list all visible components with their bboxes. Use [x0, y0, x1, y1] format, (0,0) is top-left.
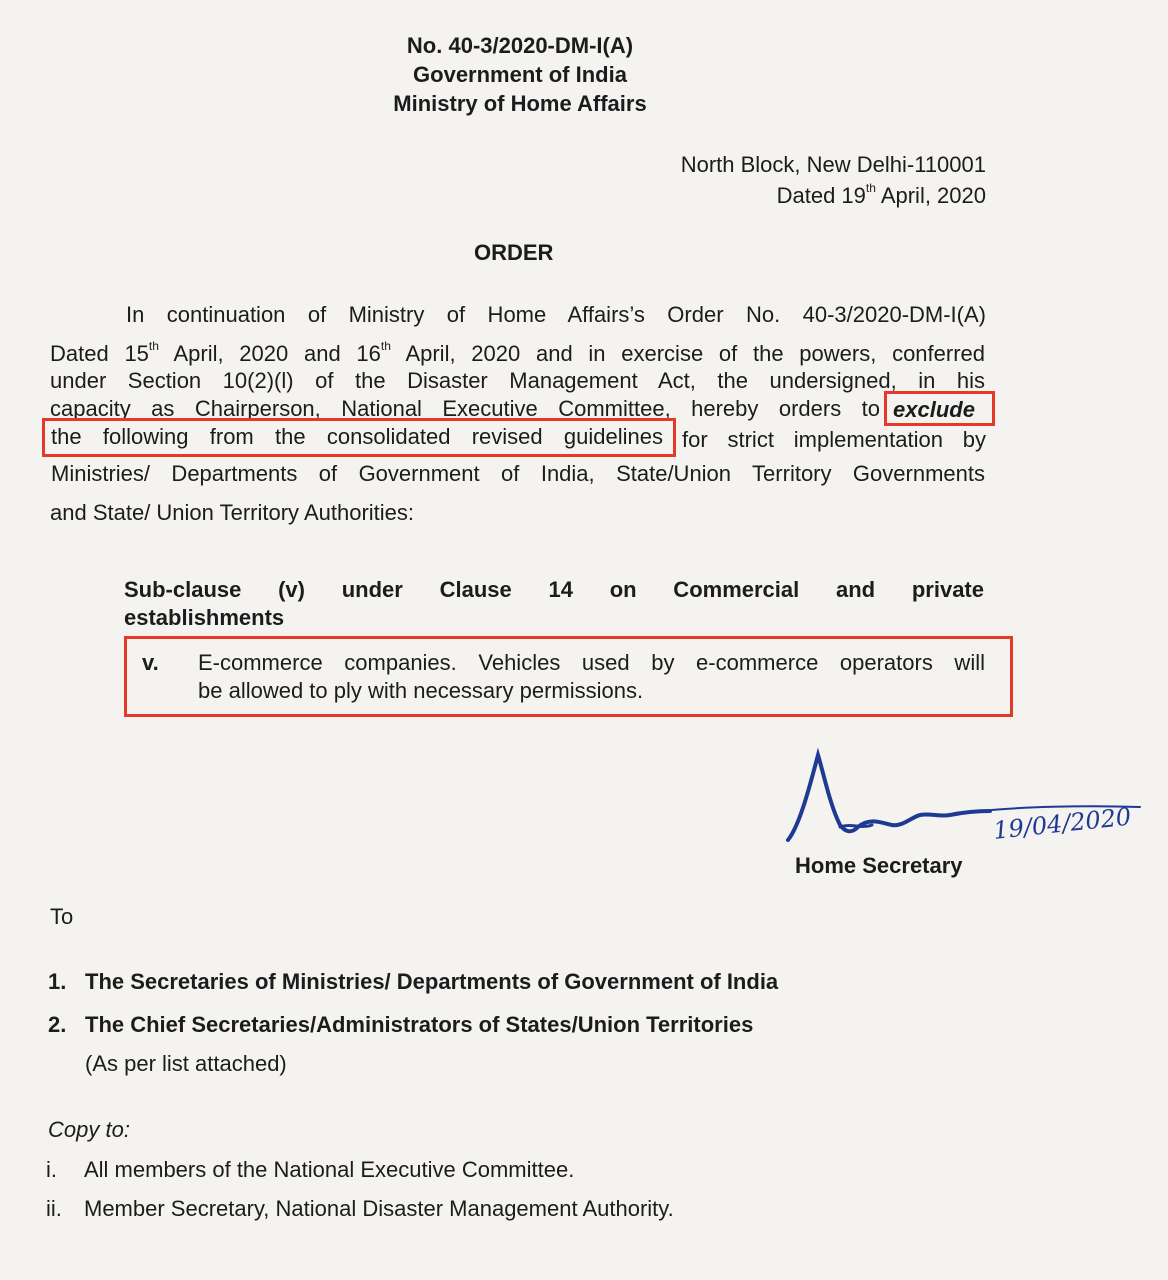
body-line-7: and State/ Union Territory Authorities:: [50, 500, 415, 525]
recipient-item-1: The Secretaries of Ministries/ Departments of Government of India: [85, 969, 779, 994]
body-line-2: Dated 15th April, 2020 and 16th April, 2020 and in exercise of the powers, conferred: [50, 339, 986, 366]
to-label: To: [50, 904, 74, 929]
body-line-5-boxed: the following from the consolidated revised guidelines: [51, 424, 663, 449]
order-number: No. 40-3/2020-DM-I(A): [406, 33, 634, 58]
exclude-emphasis: exclude: [893, 397, 975, 422]
clause-item-numeral: v.: [142, 650, 159, 675]
body-line-4: capacity as Chairperson, National Executive Committee, hereby orders to: [50, 396, 880, 421]
copy-number-1: i.: [46, 1157, 57, 1182]
recipients-note: (As per list attached): [85, 1051, 287, 1076]
body-line-3: under Section 10(2)(l) of the Disaster Management Act, the undersigned, in his: [50, 368, 985, 393]
exclude-highlight-box: [884, 391, 995, 426]
signatory-designation: Home Secretary: [795, 853, 963, 878]
government-title: Government of India: [413, 62, 627, 87]
office-address: North Block, New Delhi-110001: [680, 152, 986, 177]
copy-item-2: Member Secretary, National Disaster Management Authority.: [84, 1196, 674, 1221]
clause-item-line-2: be allowed to ply with necessary permissions.: [198, 678, 644, 703]
clause-heading-line-1: Sub-clause (v) under Clause 14 on Commercial and private: [124, 577, 984, 602]
clause-highlight-box: [124, 636, 1013, 717]
copy-number-2: ii.: [46, 1196, 62, 1221]
recipient-number-1: 1.: [48, 969, 67, 994]
order-date: Dated 19th April, 2020: [776, 181, 986, 208]
copy-to-label: Copy to:: [48, 1117, 130, 1142]
recipient-item-2: The Chief Secretaries/Administrators of States/Union Territories: [85, 1012, 754, 1037]
recipient-number-2: 2.: [48, 1012, 67, 1037]
copy-item-1: All members of the National Executive Committee.: [84, 1157, 575, 1182]
body-line-5-rest: for strict implementation by: [682, 427, 986, 452]
body-line-6: Ministries/ Departments of Government of India, State/Union Territory Governments: [51, 461, 985, 486]
guidelines-highlight-box: [42, 418, 676, 457]
clause-heading-line-2: establishments: [124, 605, 285, 630]
order-heading: ORDER: [474, 240, 554, 265]
handwritten-date: 19/04/2020: [992, 802, 1133, 845]
clause-item-line-1: E-commerce companies. Vehicles used by e-commerce operators will: [198, 650, 985, 675]
ministry-title: Ministry of Home Affairs: [393, 91, 647, 116]
body-line-1: In continuation of Ministry of Home Affairs’s Order No. 40-3/2020-DM-I(A): [126, 302, 986, 327]
